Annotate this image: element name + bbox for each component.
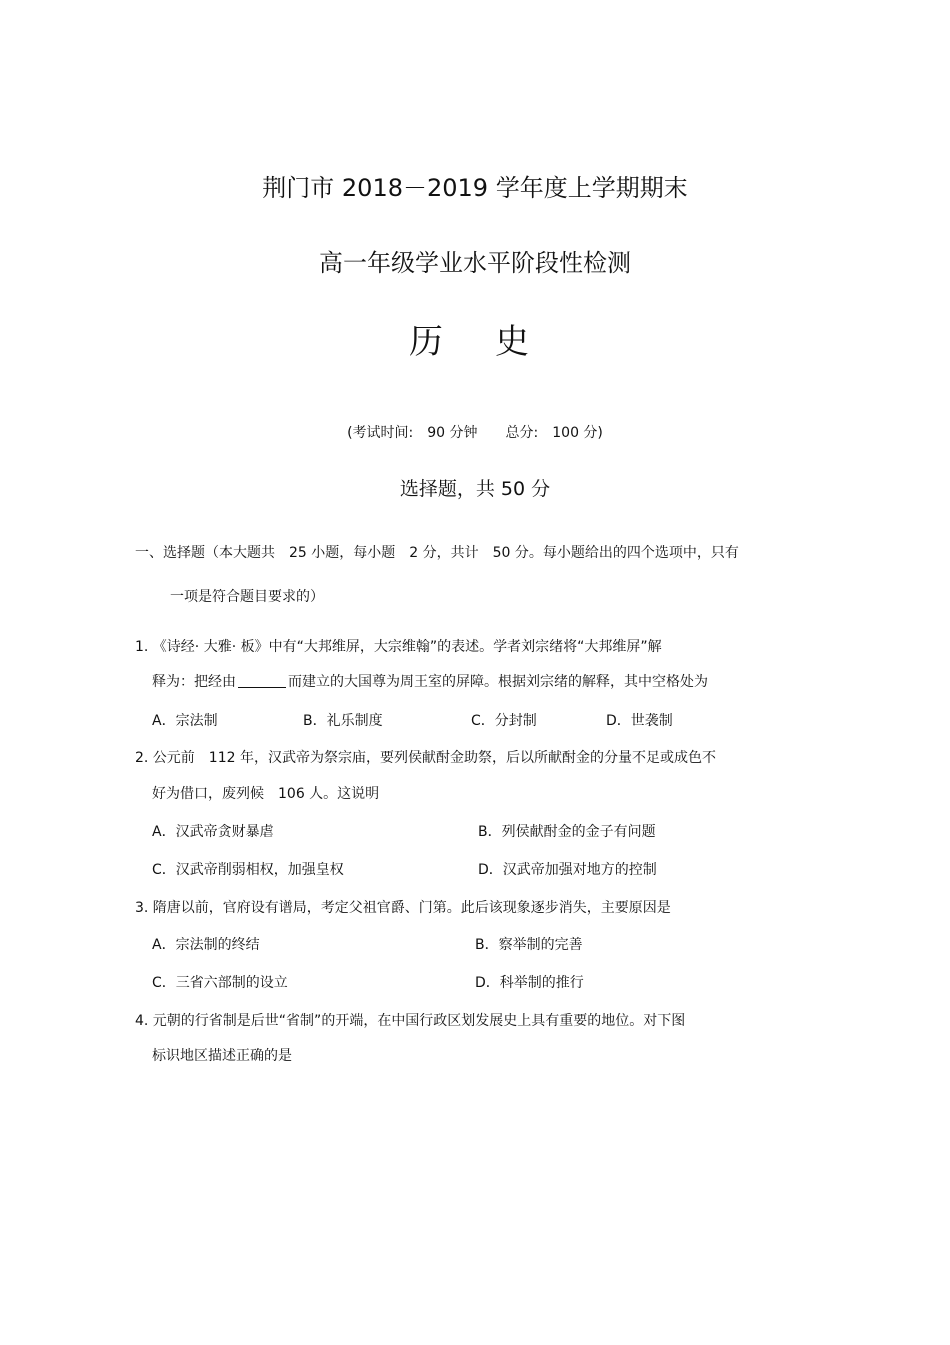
exam-info: (考试时间: 90 分钟 总分: 100 分): [347, 425, 603, 441]
q1-option-b: B．礼乐制度: [303, 713, 383, 729]
q1-stem-part-b: 而建立的大国尊为周王室的屏障。根据刘宗绪的解释，其中空格处为: [288, 674, 708, 690]
q1-option-c: C．分封制: [471, 713, 537, 729]
q3-stem-line-1: 3. 隋唐以前，官府设有谱局，考定父祖官爵、门第。此后该现象逐步消失，主要原因是: [135, 900, 671, 916]
title-line-2: 高一年级学业水平阶段性检测: [319, 249, 631, 277]
q1-stem-part-a: 释为：把经由: [152, 674, 236, 690]
title-line-1: 荆门市 2018－2019 学年度上学期期末: [262, 174, 688, 202]
q1-stem-line-1: 1. 《诗经· 大雅· 板》中有“大邦维屏，大宗维翰”的表述。学者刘宗绪将“大邦维屏”解: [135, 639, 662, 655]
q2-stem-line-1: 2. 公元前 112 年，汉武帝为祭宗庙，要列侯献酎金助祭，后以所献酎金的分量不足或成色不: [135, 750, 716, 766]
q2-option-a: A．汉武帝贪财暴虐: [152, 824, 274, 840]
q1-option-d: D．世袭制: [606, 713, 673, 729]
q3-option-a: A．宗法制的终结: [152, 937, 260, 953]
section-title: 选择题，共 50 分: [399, 478, 551, 500]
instructions-line-1: 一、选择题（本大题共 25 小题，每小题 2 分，共计 50 分。每小题给出的四个选项中，只有: [135, 545, 739, 561]
q4-stem-line-2: 标识地区描述正确的是: [152, 1048, 292, 1064]
q3-option-d: D．科举制的推行: [475, 975, 584, 991]
q1-stem-line-2: [152, 671, 708, 691]
q2-option-c: C．汉武帝削弱相权，加强皇权: [152, 862, 344, 878]
q4-stem-line-1: 4. 元朝的行省制是后世“省制”的开端，在中国行政区划发展史上具有重要的地位。对下图: [135, 1013, 686, 1029]
q2-stem-line-2: 好为借口，废列候 106 人。这说明: [152, 786, 380, 802]
q1-blank: [238, 673, 286, 688]
q3-option-c: C．三省六部制的设立: [152, 975, 288, 991]
instructions-line-2: 一项是符合题目要求的）: [170, 589, 324, 605]
q3-option-b: B．察举制的完善: [475, 937, 583, 953]
subject-title: 历史: [409, 322, 581, 362]
q1-option-a: A．宗法制: [152, 713, 218, 729]
q2-option-b: B．列侯献酎金的金子有问题: [478, 824, 656, 840]
q2-option-d: D．汉武帝加强对地方的控制: [478, 862, 657, 878]
